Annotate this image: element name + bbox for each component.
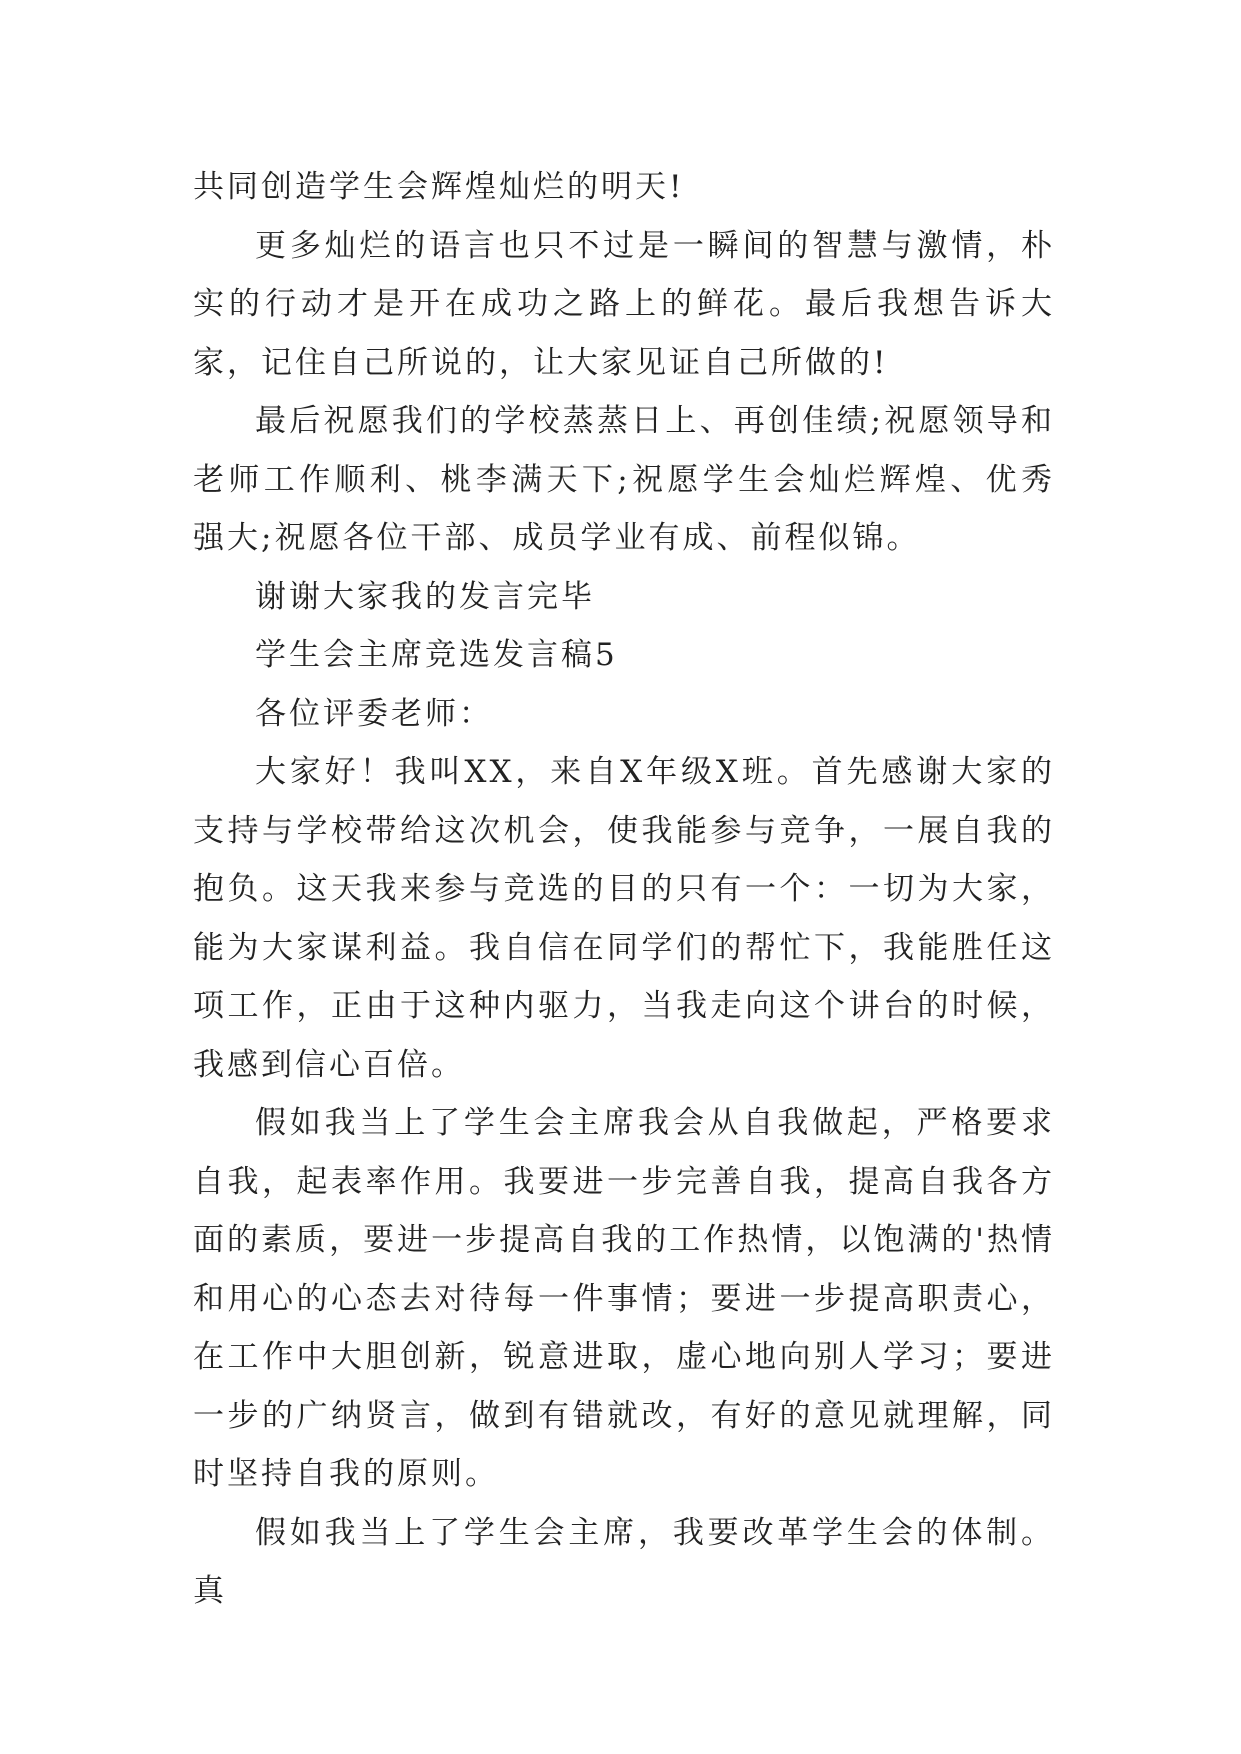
paragraph-2: 更多灿烂的语言也只不过是一瞬间的智慧与激情，朴实的行动才是开在成功之路上的鲜花。最后我想告诉大家，记住自己所说的，让大家见证自己所做的! [193, 227, 1055, 381]
paragraph-7: 大家好！我叫XX，来自X年级X班。首先感谢大家的支持与学校带给这次机会，使我能参与竞争，一展自我的抱负。这天我来参与竞选的目的只有一个：一切为大家，能为大家谋利益。我自信在同学们的帮忙下，我能胜任这项工作，正由于这种内驱力，当我走向这个讲台的时候，我感到信心百倍。 [193, 754, 1055, 1083]
paragraph-8: 假如我当上了学生会主席我会从自我做起，严格要求自我，起表率作用。我要进一步完善自我，提高自我各方面的素质，要进一步提高自我的工作热情，以饱满的'热情和用心的心态去对待每一件事情；要进一步提高职责心，在工作中大胆创新，锐意进取，虚心地向别人学习；要进一步的广纳贤言，做到有错就改，有好的意见就理解，同时坚持自我的原则。 [193, 1105, 1055, 1492]
salutation: 各位评委老师： [255, 695, 493, 732]
paragraph-4: 谢谢大家我的发言完毕 [255, 578, 595, 615]
paragraph-9: 假如我当上了学生会主席，我要改革学生会的体制。真 [193, 1514, 1055, 1609]
paragraph-3: 最后祝愿我们的学校蒸蒸日上、再创佳绩;祝愿领导和老师工作顺利、桃李满天下;祝愿学生会灿烂辉煌、优秀强大;祝愿各位干部、成员学业有成、前程似锦。 [193, 403, 1055, 556]
document-body [193, 158, 1055, 1621]
section-heading: 学生会主席竞选发言稿5 [255, 637, 618, 673]
paragraph-1: 共同创造学生会辉煌灿烂的明天! [193, 169, 685, 205]
